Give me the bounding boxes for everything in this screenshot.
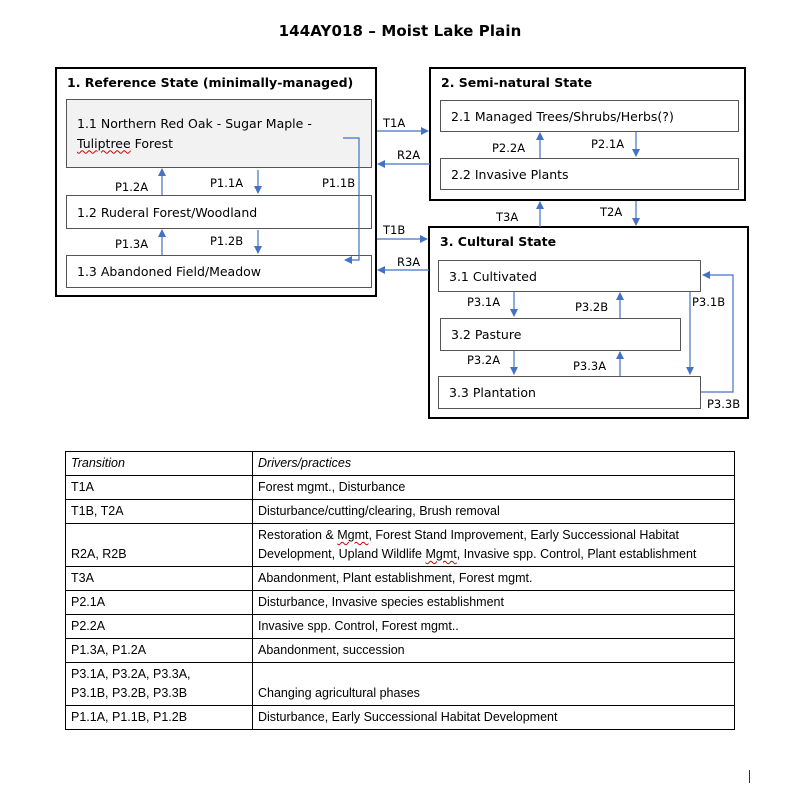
label-p1-1a: P1.1A: [210, 176, 244, 190]
table-row: [66, 706, 735, 730]
label-p1-3a: P1.3A: [115, 237, 149, 251]
cell-drivers: Invasive spp. Control, Forest mgmt..: [253, 615, 735, 639]
cell-drivers: Abandonment, succession: [253, 639, 735, 663]
phase-3-3-plantation: 3.3 Plantation: [438, 376, 701, 409]
label-t2a: T2A: [600, 205, 623, 219]
phase-1-1-label-line2: Forest: [130, 135, 174, 151]
label-p2-2a: P2.2A: [492, 141, 526, 155]
transition-text: P3.1A, P3.2A, P3.3A,: [71, 667, 191, 681]
cell-transition: [66, 663, 253, 706]
table-row: [66, 524, 735, 567]
cell-transition: P1.1A, P1.1B, P1.2B: [66, 706, 253, 730]
cell-drivers: [253, 524, 735, 567]
cell-transition: P2.1A: [66, 591, 253, 615]
phase-2-1-managed-trees: 2.1 Managed Trees/Shrubs/Herbs(?): [440, 100, 739, 132]
label-r3a: R3A: [397, 255, 421, 269]
header-drivers: Drivers/practices: [253, 452, 735, 476]
page-title: 144AY018 – Moist Lake Plain: [278, 22, 522, 40]
label-p1-2a: P1.2A: [115, 180, 149, 194]
cell-transition: P1.3A, P1.2A: [66, 639, 253, 663]
table-row: [66, 567, 735, 591]
label-t1b: T1B: [383, 223, 406, 237]
table-row: [66, 615, 735, 639]
cell-transition: T1B, T2A: [66, 500, 253, 524]
phase-3-2-pasture: 3.2 Pasture: [440, 318, 681, 351]
phase-1-1-tuliptree: Tuliptree: [77, 135, 131, 151]
state-3-title: 3. Cultural State: [440, 234, 557, 249]
state-2-title: 2. Semi-natural State: [441, 75, 593, 90]
table-row: [66, 500, 735, 524]
cell-drivers: Abandonment, Plant establishment, Forest mgmt.: [253, 567, 735, 591]
label-p3-1a: P3.1A: [467, 295, 501, 309]
cell-drivers: Disturbance, Early Successional Habitat Development: [253, 706, 735, 730]
header-transition: Transition: [66, 452, 253, 476]
drivers-text: , Invasive spp. Control, Plant establishment: [456, 547, 697, 561]
phase-1-2-ruderal-forest: 1.2 Ruderal Forest/Woodland: [66, 195, 372, 229]
cell-drivers: Disturbance/cutting/clearing, Brush removal: [253, 500, 735, 524]
label-p1-1b: P1.1B: [322, 176, 356, 190]
state-1-title: 1. Reference State (minimally-managed): [67, 75, 354, 90]
drivers-table: [65, 451, 735, 730]
phase-2-2-invasive-plants: 2.2 Invasive Plants: [440, 158, 739, 190]
cell-drivers: Disturbance, Invasive species establishment: [253, 591, 735, 615]
table-header-row: [66, 452, 735, 476]
phase-3-1-cultivated: 3.1 Cultivated: [438, 260, 701, 292]
table-row: [66, 663, 735, 706]
phase-1-3-abandoned-field: 1.3 Abandoned Field/Meadow: [66, 255, 372, 288]
label-r2a: R2A: [397, 148, 421, 162]
label-p3-3a: P3.3A: [573, 359, 607, 373]
label-t1a: T1A: [383, 116, 406, 130]
label-p2-1a: P2.1A: [591, 137, 625, 151]
label-p3-2b: P3.2B: [575, 300, 609, 314]
label-t3a: T3A: [496, 210, 519, 224]
cell-transition: T1A: [66, 476, 253, 500]
phase-1-1-northern-red-oak: [66, 99, 372, 168]
label-p3-1b: P3.1B: [692, 295, 726, 309]
cell-drivers: Changing agricultural phases: [253, 663, 735, 706]
cell-transition: P2.2A: [66, 615, 253, 639]
phase-1-1-label-line1: 1.1 Northern Red Oak - Sugar Maple -: [77, 115, 312, 131]
text-cursor: [749, 770, 750, 783]
drivers-text: , Forest Stand Improvement, Early Successional Habitat Development, Upland Wildlife: [258, 528, 680, 561]
label-p1-2b: P1.2B: [210, 234, 244, 248]
table-row: [66, 639, 735, 663]
cell-transition: R2A, R2B: [66, 524, 253, 567]
transition-text: P3.1B, P3.2B, P3.3B: [71, 686, 188, 700]
label-p3-2a: P3.2A: [467, 353, 501, 367]
label-p3-3b: P3.3B: [707, 397, 741, 411]
cell-transition: T3A: [66, 567, 253, 591]
table-row: [66, 591, 735, 615]
table-row: [66, 476, 735, 500]
drivers-text: Restoration &: [258, 528, 338, 542]
drivers-text-mgmt: Mgmt: [337, 528, 369, 542]
cell-drivers: Forest mgmt., Disturbance: [253, 476, 735, 500]
drivers-text-mgmt: Mgmt: [425, 547, 457, 561]
